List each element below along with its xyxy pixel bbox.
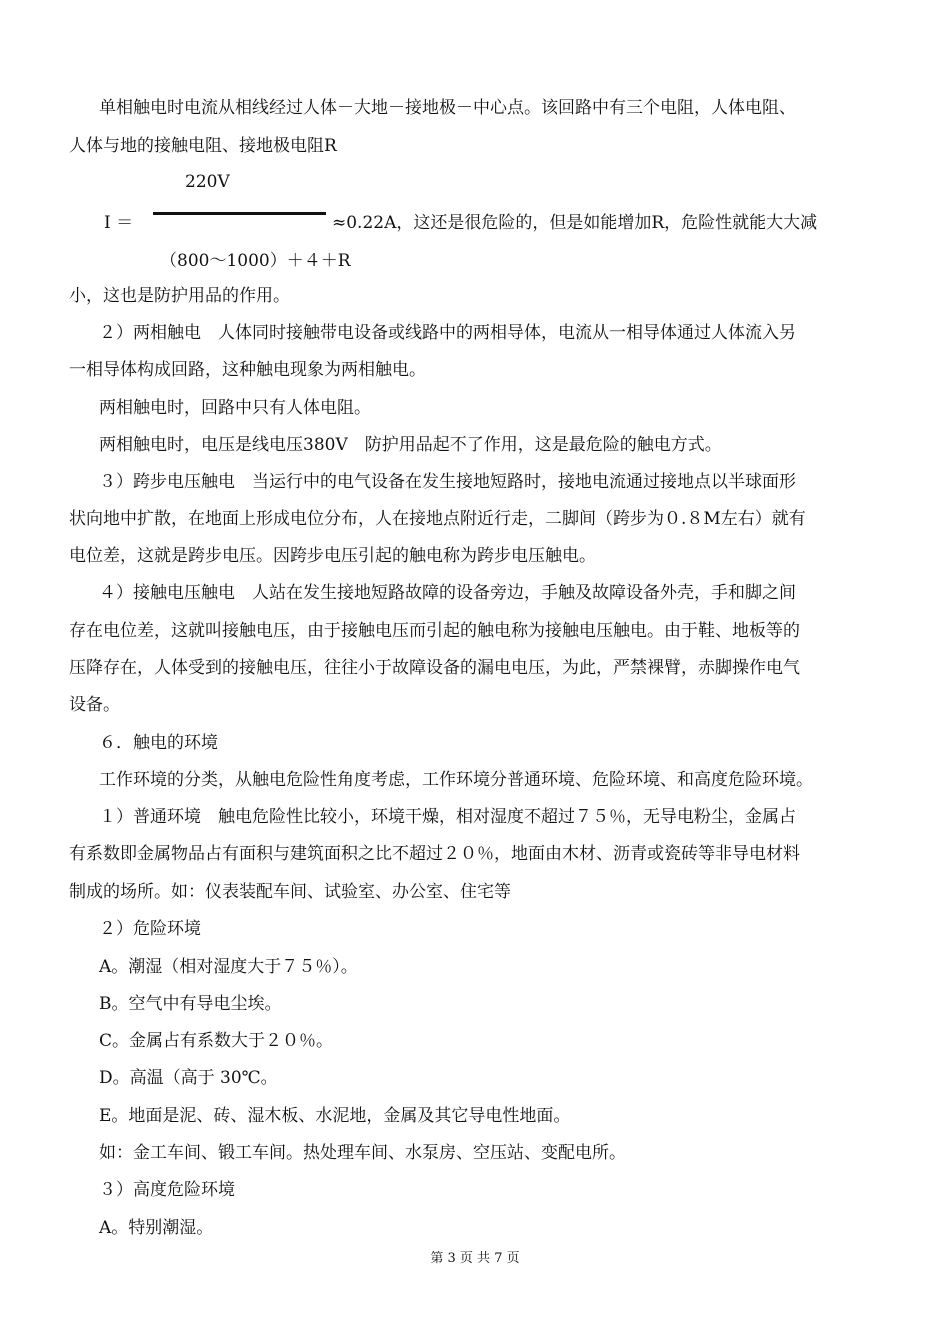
- paragraph-line: 单相触电时电流从相线经过人体－大地－接地极－中心点。该回路中有三个电阻，人体电阻、: [99, 98, 796, 118]
- formula-lhs: I ＝: [104, 213, 134, 233]
- list-item: D。高温（高于 30℃。: [99, 1068, 278, 1088]
- paragraph-line: 设备。: [69, 695, 120, 715]
- formula-numerator: 220V: [185, 172, 230, 192]
- list-item: C。金属占有系数大于２０％。: [99, 1031, 334, 1051]
- section-heading: ６．触电的环境: [99, 733, 218, 753]
- formula-denominator: （800～1000）＋４＋R: [160, 251, 351, 271]
- paragraph-line: 如：金工车间、锻工车间。热处理车间、水泵房、空压站、变配电所。: [99, 1143, 626, 1163]
- list-item: E。地面是泥、砖、湿木板、水泥地，金属及其它导电性地面。: [99, 1106, 571, 1126]
- paragraph-line: 存在电位差，这就叫接触电压，由于接触电压而引起的触电称为接触电压触电。由于鞋、地板等的: [69, 621, 800, 641]
- paragraph-line: 状向地中扩散，在地面上形成电位分布，人在接地点附近行走，二脚间（跨步为０.８M左右）就有: [69, 509, 806, 529]
- paragraph-line: ３）跨步电压触电 当运行中的电气设备在发生接地短路时，接地电流通过接地点以半球面形: [99, 472, 796, 492]
- paragraph-line: 工作环境的分类，从触电危险性角度考虑，工作环境分普通环境、危险环境、和高度危险环境。: [99, 770, 813, 790]
- paragraph-line: ３）高度危险环境: [99, 1180, 235, 1200]
- paragraph-line: 两相触电时，回路中只有人体电阻。: [99, 398, 371, 418]
- paragraph-line: １）普通环境 触电危险性比较小，环境干燥，相对湿度不超过７５％，无导电粉尘，金属占: [99, 807, 796, 827]
- paragraph-line: ２）危险环境: [99, 919, 201, 939]
- paragraph-line: 有系数即金属物品占有面积与建筑面积之比不超过２０％，地面由木材、沥青或瓷砖等非导电材料: [69, 844, 800, 864]
- page-footer: 第 3 页 共 7 页: [430, 1251, 520, 1266]
- paragraph-line: 压降存在，人体受到的接触电压，往往小于故障设备的漏电电压，为此，严禁裸臂，赤脚操作电气: [69, 658, 800, 678]
- paragraph-line: ２）两相触电 人体同时接触带电设备或线路中的两相导体，电流从一相导体通过人体流入另: [99, 323, 796, 343]
- paragraph-line: 制成的场所。如：仪表装配车间、试验室、办公室、住宅等: [69, 882, 511, 902]
- formula-result: ≈0.22A，这还是很危险的，但是如能增加R，危险性就能大大减: [332, 213, 818, 233]
- list-item: A。潮湿（相对湿度大于７５％）。: [99, 957, 358, 977]
- fraction-bar: [153, 212, 326, 215]
- paragraph-line: 电位差，这就是跨步电压。因跨步电压引起的触电称为跨步电压触电。: [69, 546, 596, 566]
- paragraph-line: 一相导体构成回路，这种触电现象为两相触电。: [69, 360, 426, 380]
- paragraph-line: 人体与地的接触电阻、接地极电阻R: [69, 136, 337, 156]
- list-item: B。空气中有导电尘埃。: [99, 994, 282, 1014]
- list-item: A。特别潮湿。: [99, 1218, 214, 1238]
- paragraph-line: ４）接触电压触电 人站在发生接地短路故障的设备旁边，手触及故障设备外壳，手和脚之间: [99, 583, 796, 603]
- paragraph-line: 两相触电时，电压是线电压380V 防护用品起不了作用，这是最危险的触电方式。: [99, 435, 722, 455]
- paragraph-line: 小，这也是防护用品的作用。: [69, 286, 290, 306]
